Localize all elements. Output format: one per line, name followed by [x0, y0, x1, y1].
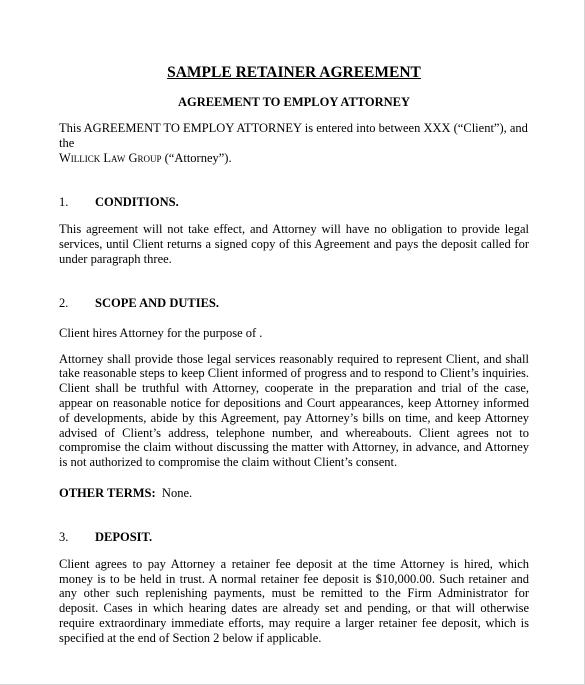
intro-paragraph — [59, 121, 529, 165]
other-terms-label: OTHER TERMS: — [59, 485, 156, 500]
scope-duties-paragraph: Attorney shall provide those legal services reasonably required to represent Client, and shall take reasonable steps to keep Client informed of progress and to respond to Client’s inquiries. Client shall be truthful with Attorney, cooperate in the preparation and trial of the case, appear on reasonable notice for depositions and Court appearances, keep Attorney informed of developments, abide by this Agreement, pay Attorney’s bills on time, and keep Attorney advised of Client’s address, telephone number, and whereabouts. Client agrees not to compromise the claim without discussing the matter with Attorney, in advance, and Attorney is not authorized to compromise the claim without Client’s consent. — [59, 351, 529, 470]
section-title: SCOPE AND DUTIES. — [95, 295, 219, 310]
deposit-paragraph: Client agrees to pay Attorney a retainer fee deposit at the time Attorney is hired, which money is to be held in trust. A normal retainer fee deposit is $10,000.00. Such retainer and any other such replenishing payments, must be remitted to the Firm Administrator for deposit. Cases in which hearing dates are already set and pending, or that will otherwise require extraordinary immediate efforts, may require a larger retainer fee deposit, which is specified at the end of Section 2 below if applicable. — [59, 556, 529, 645]
section-title: CONDITIONS. — [95, 195, 179, 210]
scope-purpose-paragraph: Client hires Attorney for the purpose of . — [59, 325, 263, 340]
section-heading-deposit — [59, 530, 529, 545]
firm-name: Willick Law Group — [59, 150, 162, 165]
section-heading-conditions — [59, 195, 529, 210]
section-heading-scope — [59, 296, 529, 311]
section-number: 2. — [59, 295, 69, 310]
other-terms-value: None. — [161, 485, 193, 500]
other-terms — [59, 486, 529, 501]
conditions-paragraph: This agreement will not take effect, and Attorney will have no obligation to provide legal services, until Client returns a signed copy of this Agreement and pays the deposit called for under paragraph three. — [59, 222, 529, 266]
document-title: SAMPLE RETAINER AGREEMENT — [167, 64, 421, 81]
intro-text: This AGREEMENT TO EMPLOY ATTORNEY is entered into between XXX (“Client”), and the — [59, 121, 528, 150]
section-title: DEPOSIT. — [95, 529, 153, 544]
intro-text-end: (“Attorney”). — [161, 150, 232, 165]
section-number: 1. — [59, 195, 69, 210]
section-number: 3. — [59, 529, 69, 544]
document-subtitle: AGREEMENT TO EMPLOY ATTORNEY — [177, 95, 411, 109]
document-body — [59, 64, 529, 646]
